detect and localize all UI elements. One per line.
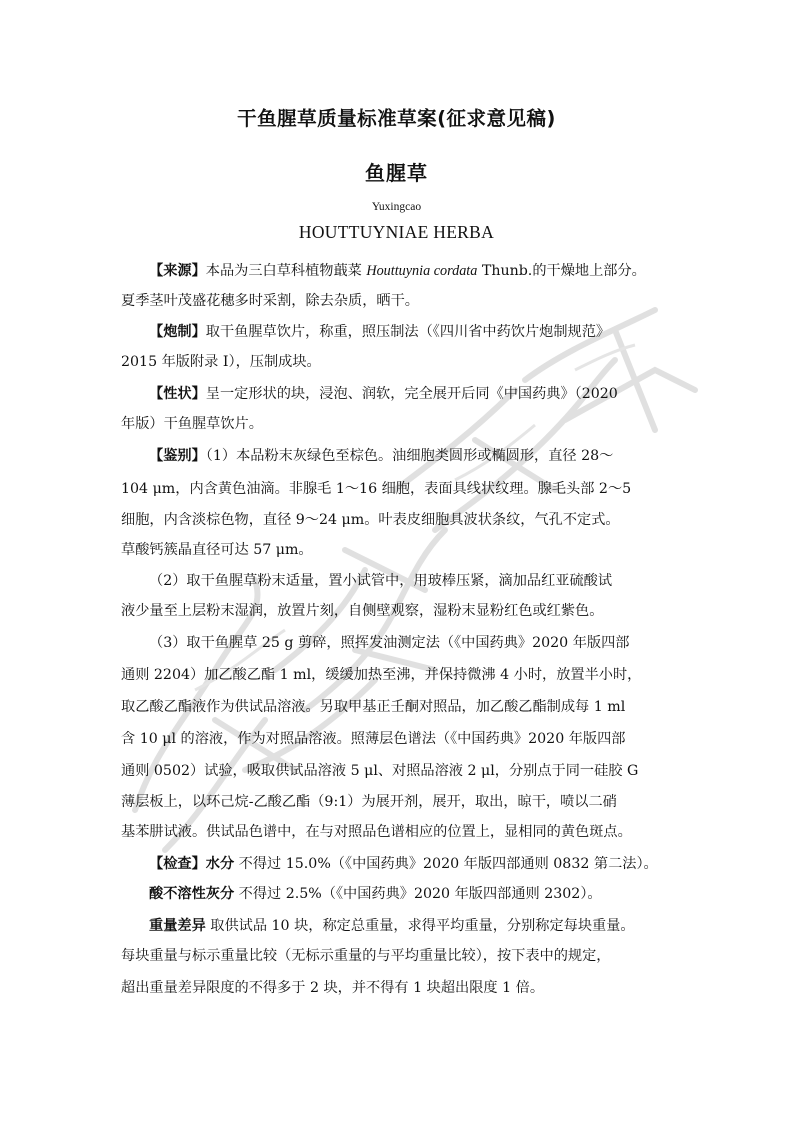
identification-heading: 【鉴别】 <box>149 448 206 464</box>
identification-p3-line: 取乙酸乙酯液作为供试品溶液。另取甲基正壬酮对照品，加乙酸乙酯制成每 1 ml <box>121 699 626 715</box>
source-line-2: 夏季茎叶茂盛花穗多时采割，除去杂质，晒干。 <box>121 293 419 309</box>
herb-name-chinese: 鱼腥草 <box>365 161 428 185</box>
inspection-weight-line-3: 超出重量差异限度的不得多于 2 块，并不得有 1 块超出限度 1 倍。 <box>121 980 545 996</box>
source-heading: 【来源】 <box>149 263 206 279</box>
character-text: 呈一定形状的块，浸泡、润软，完全展开后同《中国药典》（2020 <box>205 386 618 402</box>
identification-p3-line: （3）取干鱼腥草 25 g 剪碎，照挥发油测定法（《中国药典》2020 年版四部 <box>149 635 630 651</box>
processing-text: 取干鱼腥草饮片，称重，照压制法（《四川省中药饮片炮制规范》 <box>205 324 611 340</box>
identification-text: （1）本品粉末灰绿色至棕色。油细胞类圆形或椭圆形，直径 28～ <box>205 448 614 464</box>
identification-p3-line: 通则 2204）加乙酸乙酯 1 ml，缓缓加热至沸，并保持微沸 4 小时，放置半小时， <box>121 667 642 683</box>
source-text-b: Thunb.的干燥地上部分。 <box>477 263 646 279</box>
ash-text: 不得过 2.5%（《中国药典》2020 年版四部通则 2302）。 <box>234 886 602 902</box>
water-text: 不得过 15.0%（《中国药典》2020 年版四部通则 0832 第二法）。 <box>234 856 658 872</box>
weight-label: 重量差异 <box>149 918 206 934</box>
herb-name-latin: HOUTTUYNIAE HERBA <box>298 222 495 242</box>
identification-p2-line: （2）取干鱼腥草粉末适量，置小试管中，用玻棒压紧，滴加品红亚硫酸试 <box>149 573 613 589</box>
ash-label: 酸不溶性灰分 <box>149 886 235 902</box>
inspection-heading: 【检查】 <box>149 856 206 872</box>
inspection-weight-line-2: 每块重量与标示重量比较（无标示重量的与平均重量比较），按下表中的规定， <box>121 948 611 964</box>
inspection-water-line <box>149 854 681 874</box>
inspection-ash-line <box>149 884 681 904</box>
species-name: Houttuynia cordata <box>366 263 478 279</box>
identification-p3-line: 薄层板上，以环己烷-乙酸乙酯（9:1）为展开剂，展开，取出，晾干，喷以二硝 <box>121 794 617 810</box>
weight-text: 取供试品 10 块，称定总重量，求得平均重量，分别称定每块重量。 <box>205 918 635 934</box>
identification-p3-line: 含 10 μl 的溶液，作为对照品溶液。照薄层色谱法（《中国药典》2020 年版四部 <box>121 731 626 747</box>
identification-p3-line: 基苯肼试液。供试品色谱中，在与对照品色谱相应的位置上，显相同的黄色斑点。 <box>121 824 632 840</box>
herb-name-pinyin: Yuxingcao <box>371 201 422 213</box>
source-line-1 <box>149 261 681 281</box>
processing-line-1 <box>149 322 681 342</box>
source-text-a: 本品为三白草科植物蕺菜 <box>205 263 367 279</box>
identification-p1-line: 104 μm，内含黄色油滴。非腺毛 1～16 细胞，表面具线状纹理。腺毛头部 2～5 <box>121 481 632 497</box>
processing-line-2: 2015 年版附录 I），压制成块。 <box>121 354 321 370</box>
identification-p1-line: 细胞，内含淡棕色物，直径 9～24 μm。叶表皮细胞具波状条纹，气孔不定式。 <box>121 512 620 528</box>
identification-p3-line: 通则 0502）试验，吸取供试品溶液 5 μl、对照品溶液 2 μl，分别点于同一硅胶 G <box>121 763 639 779</box>
character-line-1 <box>149 384 681 404</box>
identification-p1-line: 草酸钙簇晶直径可达 57 μm。 <box>121 542 313 558</box>
document-title: 干鱼腥草质量标准草案(征求意见稿) <box>237 107 556 130</box>
character-line-2: 年版）干鱼腥草饮片。 <box>121 416 263 432</box>
identification-line-1 <box>149 446 681 466</box>
identification-p2-line: 液少量至上层粉末湿润，放置片刻，自侧壁观察，湿粉末显粉红色或红紫色。 <box>121 603 604 619</box>
character-heading: 【性状】 <box>149 386 206 402</box>
water-label: 水分 <box>205 856 235 872</box>
inspection-weight-line-1 <box>149 916 681 936</box>
processing-heading: 【炮制】 <box>149 324 206 340</box>
